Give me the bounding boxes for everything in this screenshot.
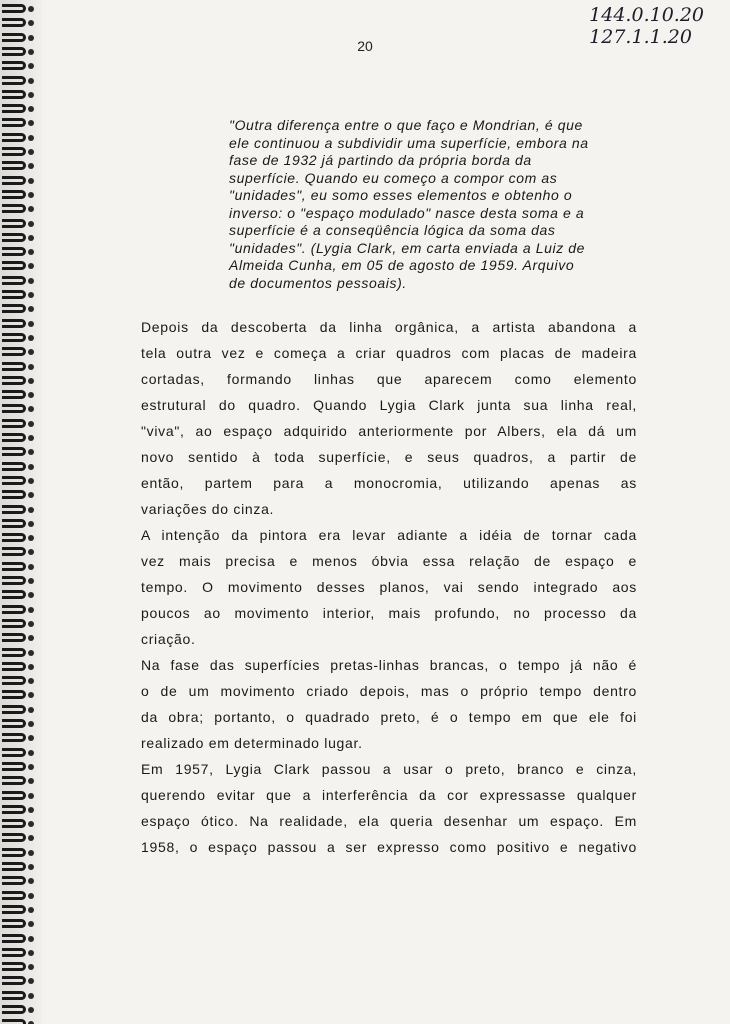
binding-coil: [2, 948, 36, 958]
body-line: Na fase das superfícies pretas-linhas brancas, o tempo já não é: [141, 657, 637, 673]
binding-coil: [2, 605, 36, 615]
binding-coil: [2, 791, 36, 801]
binding-coil: [2, 690, 36, 700]
binding-coil: [2, 1019, 36, 1024]
binding-coil: [2, 576, 36, 586]
binding-coil: [2, 190, 36, 200]
binding-coil: [2, 304, 36, 314]
binding-coil: [2, 333, 36, 343]
body-line: tempo. O movimento desses planos, vai sendo integrado aos: [141, 579, 637, 595]
binding-coil: [2, 934, 36, 944]
binding-coil: [2, 733, 36, 743]
body-line: tela outra vez e começa a criar quadros com placas de madeira: [141, 345, 637, 361]
binding-coil: [2, 862, 36, 872]
binding-coil: [2, 1005, 36, 1015]
binding-coil: [2, 776, 36, 786]
body-line: o de um movimento criado depois, mas o próprio tempo dentro: [141, 683, 637, 699]
binding-coil: [2, 633, 36, 643]
binding-coil: [2, 991, 36, 1001]
binding-coil: [2, 204, 36, 214]
binding-coil: [2, 176, 36, 186]
binding-coil: [2, 590, 36, 600]
body-text: [141, 314, 637, 860]
binding-coil: [2, 505, 36, 515]
body-line: então, partem para a monocromia, utilizando apenas as: [141, 475, 637, 491]
binding-coil: [2, 805, 36, 815]
binding-coil: [2, 247, 36, 257]
binding-coil: [2, 676, 36, 686]
binding-coil: [2, 447, 36, 457]
binding-coil: [2, 90, 36, 100]
binding-coil: [2, 762, 36, 772]
binding-coil: [2, 104, 36, 114]
handwritten-note-line-2: 127.1.1.20: [589, 26, 692, 48]
body-line: vez mais precisa e menos óbvia essa relação de espaço e: [141, 553, 637, 569]
binding-coil: [2, 462, 36, 472]
binding-coil: [2, 290, 36, 300]
body-line: querendo evitar que a interferência da cor expressasse qualquer: [141, 787, 637, 803]
binding-coil: [2, 547, 36, 557]
page-number: 20: [357, 38, 373, 54]
binding-coil: [2, 261, 36, 271]
binding-coil: [2, 705, 36, 715]
binding-coil: [2, 976, 36, 986]
body-line: cortadas, formando linhas que aparecem como elemento: [141, 371, 637, 387]
body-line: poucos ao movimento interior, mais profundo, no processo da: [141, 605, 637, 621]
binding-coil: [2, 533, 36, 543]
binding-coil: [2, 61, 36, 71]
binding-coil: [2, 962, 36, 972]
body-line: Em 1957, Lygia Clark passou a usar o preto, branco e cinza,: [141, 761, 637, 777]
binding-coil: [2, 476, 36, 486]
binding-coil: [2, 748, 36, 758]
binding-coil: [2, 848, 36, 858]
binding-coil: [2, 347, 36, 357]
binding-coil: [2, 276, 36, 286]
body-line: "viva", ao espaço adquirido anteriormente por Albers, ela dá um: [141, 423, 637, 439]
binding-coil: [2, 719, 36, 729]
binding-coil: [2, 519, 36, 529]
binding-coil: [2, 4, 36, 14]
binding-coil: [2, 118, 36, 128]
body-line: 1958, o espaço passou a ser expresso como positivo e negativo: [141, 839, 637, 855]
binding-coil: [2, 376, 36, 386]
body-line: variações do cinza.: [141, 501, 275, 517]
binding-coil: [2, 18, 36, 28]
binding-coil: [2, 404, 36, 414]
binding-coil: [2, 905, 36, 915]
binding-coil: [2, 891, 36, 901]
binding-coil: [2, 362, 36, 372]
block-quote: "Outra diferença entre o que faço e Mondrian, é que ele continuou a subdividir uma superfície, embora na fase de 1932 já partindo da própria borda da superfície. Quando eu começo a compor com as "unidades", eu somo esses elementos e obtenho o inverso: o "espaço modulado" nasce desta soma e a superfície é a conseqüência lógica da soma das "unidades". (Lygia Clark, em carta enviada a Luiz de Almeida Cunha, em 05 de agosto de 1959. Arquivo de documentos pessoais).: [229, 117, 589, 291]
binding-coil: [2, 219, 36, 229]
body-line: Depois da descoberta da linha orgânica, a artista abandona a: [141, 319, 637, 335]
binding-coil: [2, 390, 36, 400]
binding-coil: [2, 490, 36, 500]
binding-coil: [2, 319, 36, 329]
binding-coil: [2, 76, 36, 86]
binding-coil: [2, 619, 36, 629]
body-line: da obra; portanto, o quadrado preto, é o tempo em que ele foi: [141, 709, 637, 725]
body-line: novo sentido à toda superfície, e seus quadros, a partir de: [141, 449, 637, 465]
binding-coil: [2, 662, 36, 672]
body-line: realizado em determinado lugar.: [141, 735, 363, 751]
binding-coil: [2, 919, 36, 929]
binding-coil: [2, 419, 36, 429]
binding-coil: [2, 562, 36, 572]
binding-coil: [2, 876, 36, 886]
binding-coil: [2, 133, 36, 143]
binding-coil: [2, 648, 36, 658]
binding-coil: [2, 147, 36, 157]
handwritten-note-line-1: 144.0.10.20: [589, 4, 704, 26]
binding-coil: [2, 233, 36, 243]
binding-coil: [2, 161, 36, 171]
body-line: criação.: [141, 631, 196, 647]
spiral-binding: [0, 0, 42, 1024]
body-line: espaço ótico. Na realidade, ela queria desenhar um espaço. Em: [141, 813, 637, 829]
binding-coil: [2, 433, 36, 443]
body-line: A intenção da pintora era levar adiante a idéia de tornar cada: [141, 527, 637, 543]
binding-coil: [2, 819, 36, 829]
binding-coil: [2, 833, 36, 843]
body-line: estrutural do quadro. Quando Lygia Clark junta sua linha real,: [141, 397, 637, 413]
